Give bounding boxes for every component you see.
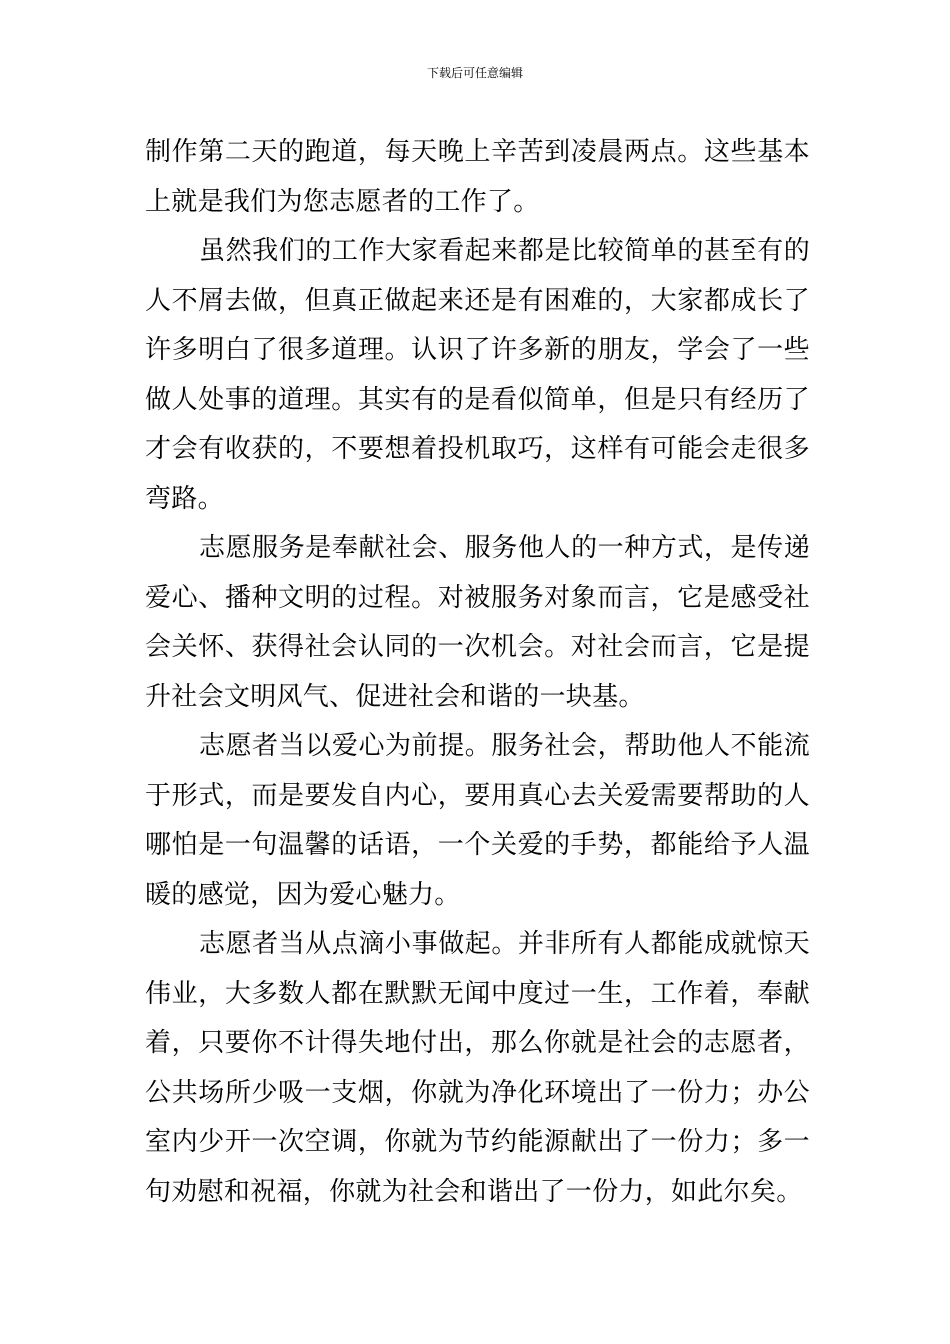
paragraph-5: 志愿者当从点滴小事做起。并非所有人都能成就惊天伟业，大多数人都在默默无闻中度过一生，工作着，奉献着，只要你不计得失地付出，那么你就是社会的志愿者，公共场所少吸一支烟，你就为净化环境出了一份力；办公室内少开一次空调，你就为节约能源献出了一份力；多一句劝慰和祝福，你就为社会和谐出了一份力，如此尔矣。 [145, 929, 810, 1207]
paragraph-1: 制作第二天的跑道，每天晚上辛苦到凌晨两点。这些基本上就是我们为您志愿者的工作了。 [145, 137, 810, 217]
paragraph-3: 志愿服务是奉献社会、服务他人的一种方式，是传递爱心、播种文明的过程。对被服务对象而言，它是感受社会关怀、获得社会认同的一次机会。对社会而言，它是提升社会文明风气、促进社会和谐的一块基。 [145, 533, 810, 712]
paragraph-4: 志愿者当以爱心为前提。服务社会，帮助他人不能流于形式，而是要发自内心，要用真心去关爱需要帮助的人哪怕是一句温馨的话语，一个关爱的手势，都能给予人温暖的感觉，因为爱心魅力。 [145, 731, 810, 910]
paragraph-2: 虽然我们的工作大家看起来都是比较简单的甚至有的人不屑去做，但真正做起来还是有困难的，大家都成长了许多明白了很多道理。认识了许多新的朋友，学会了一些做人处事的道理。其实有的是看似简单，但是只有经历了才会有收获的，不要想着投机取巧，这样有可能会走很多弯路。 [145, 236, 810, 514]
document-body [145, 128, 810, 1217]
page-header: 下载后可任意编辑 [426, 66, 523, 80]
